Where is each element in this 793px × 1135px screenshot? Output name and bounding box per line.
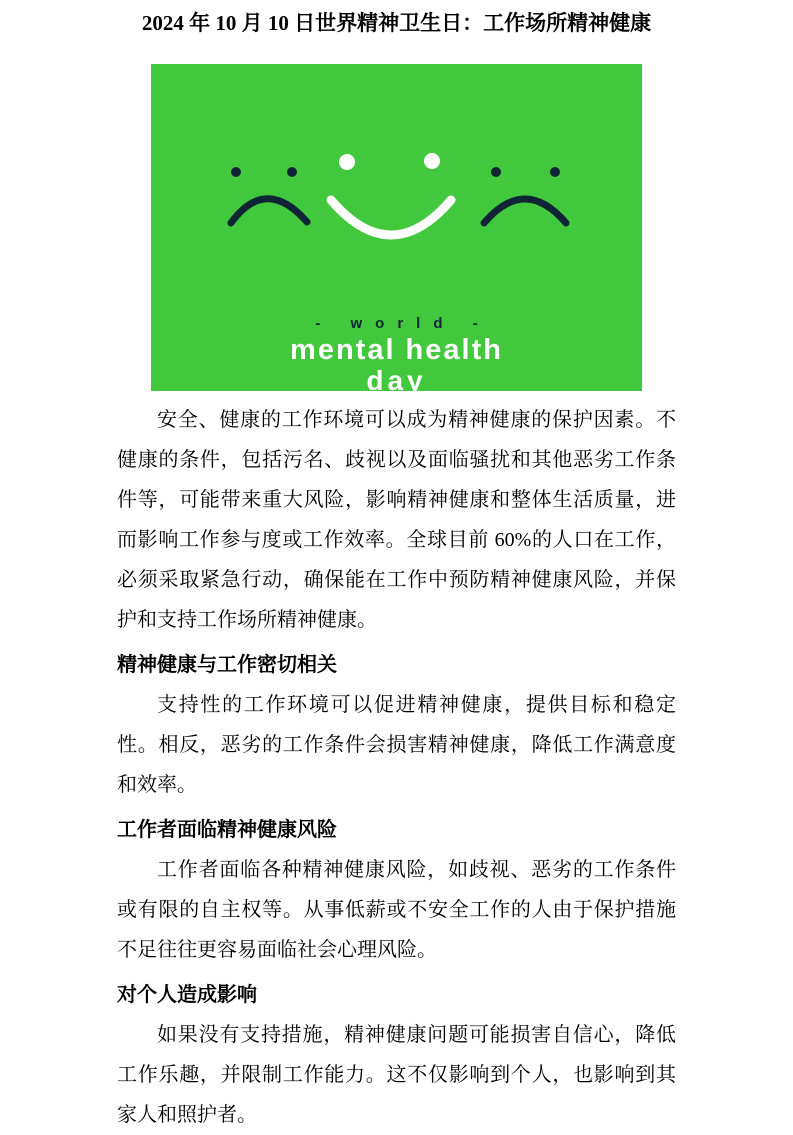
happy-face-icon xyxy=(331,153,451,235)
hero-day-label: day xyxy=(366,365,427,396)
hero-brand-text xyxy=(151,316,642,395)
body-paragraph: 工作者面临各种精神健康风险，如歧视、恶劣的工作条件或有限的自主权等。从事低薪或不安全工作的人由于保护措施不足往往更容易面临社会心理风险。 xyxy=(117,859,676,961)
body-paragraph: 安全、健康的工作环境可以成为精神健康的保护因素。不健康的条件，包括污名、歧视以及面临骚扰和其他恶劣工作条件等，可能带来重大风险，影响精神健康和整体生活质量，进而影响工作参与度或工作效率。全球目前 60%的人口在工作，必须采取紧急行动，确保能在工作中预防精神健康风险，并保护和支持工作场所精神健康。 xyxy=(117,409,676,631)
section-heading: 精神健康与工作密切相关 xyxy=(117,654,337,676)
section-heading: 对个人造成影响 xyxy=(117,984,257,1006)
document-title: 2024 年 10 月 10 日世界精神卫生日：工作场所精神健康 xyxy=(141,11,652,35)
hero-world-label: - world - xyxy=(315,315,491,332)
body-paragraph: 如果没有支持措施，精神健康问题可能损害自信心，降低工作乐趣，并限制工作能力。这不仅影响到个人，也影响到其家人和照护者。 xyxy=(117,1024,676,1126)
hero-image xyxy=(151,64,642,396)
section-heading: 工作者面临精神健康风险 xyxy=(117,819,337,841)
document-page xyxy=(0,10,793,1132)
sad-face-left-icon xyxy=(231,167,307,223)
hero-mental-health-label: mental health xyxy=(290,334,503,366)
body-paragraph: 支持性的工作环境可以促进精神健康，提供目标和稳定性。相反，恶劣的工作条件会损害精神健康，降低工作满意度和效率。 xyxy=(117,694,676,796)
sad-face-right-icon xyxy=(484,167,566,223)
document-body xyxy=(117,400,676,1135)
